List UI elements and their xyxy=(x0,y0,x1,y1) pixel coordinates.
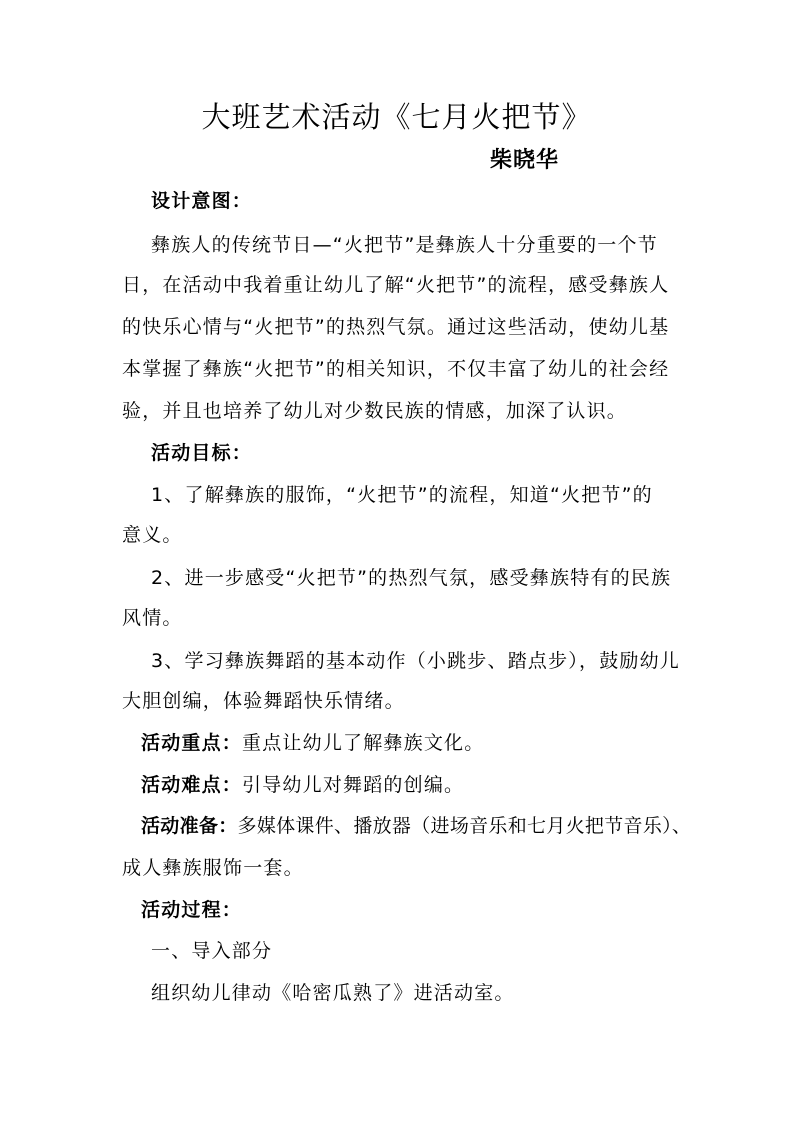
process-line: 组织幼儿律动《哈密瓜熟了》进活动室。 xyxy=(151,982,515,1004)
goal-line: 大胆创编，体验舞蹈快乐情绪。 xyxy=(122,690,405,712)
difficulty-row xyxy=(141,772,464,798)
design-line: 日，在活动中我着重让幼儿了解“火把节”的流程，感受彝族人 xyxy=(122,274,670,296)
design-line: 本掌握了彝族“火把节”的相关知识，不仅丰富了幼儿的社会经 xyxy=(122,358,670,380)
preparation-text: 多媒体课件、播放器（进场音乐和七月火把节音乐）、 xyxy=(237,815,692,837)
preparation-label: 活动准备： xyxy=(141,815,238,837)
difficulty-label: 活动难点： xyxy=(141,774,243,796)
process-section-title: 一、导入部分 xyxy=(151,940,273,962)
design-heading: 设计意图： xyxy=(151,190,253,212)
author-name: 柴晓华 xyxy=(490,148,560,173)
design-line: 验，并且也培养了幼儿对少数民族的情感，加深了认识。 xyxy=(122,400,628,422)
goals-heading: 活动目标： xyxy=(151,442,253,464)
process-heading: 活动过程： xyxy=(141,899,243,921)
goal-line: 3、学习彝族舞蹈的基本动作（小跳步、踏点步），鼓励幼儿 xyxy=(151,650,680,672)
design-line: 彝族人的传统节日—“火把节”是彝族人十分重要的一个节 xyxy=(151,234,658,256)
key-point-label: 活动重点： xyxy=(141,732,243,754)
preparation-row xyxy=(141,813,691,839)
difficulty-text: 引导幼儿对舞蹈的创编。 xyxy=(242,774,465,796)
design-line: 的快乐心情与“火把节”的热烈气氛。通过这些活动，使幼儿基 xyxy=(122,316,670,338)
document-title: 大班艺术活动《七月火把节》 xyxy=(201,100,592,134)
goal-line: 1、了解彝族的服饰，“火把节”的流程，知道“火把节”的 xyxy=(151,484,653,506)
preparation-line: 成人彝族服饰一套。 xyxy=(122,857,304,879)
goal-line: 2、进一步感受“火把节”的热烈气氛，感受彝族特有的民族 xyxy=(151,567,672,589)
goal-line: 风情。 xyxy=(122,607,183,629)
goal-line: 意义。 xyxy=(122,524,183,546)
key-point-row xyxy=(141,730,484,756)
key-point-text: 重点让幼儿了解彝族文化。 xyxy=(242,732,485,754)
